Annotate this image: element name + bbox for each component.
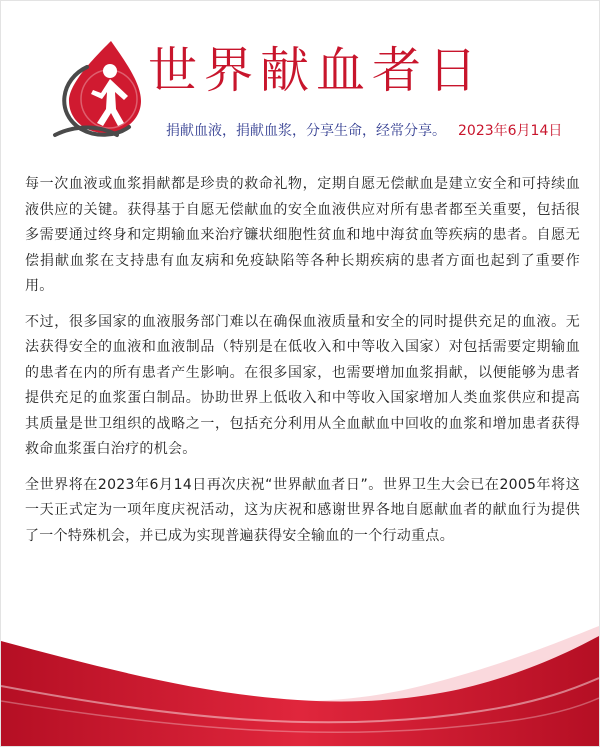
paragraph-2: 不过，很多国家的血液服务部门难以在确保血液质量和安全的同时提供充足的血液。无法获得安全的血液和血液制品（特别是在低收入和中等收入国家）对包括需要定期输血的患者在内的所有患者产生影响。在很多国家，也需要增加血浆捐献，以便能够为患者提供充足的血浆蛋白制品。协助世界上低收入和中等收入国家增加人类血浆供应和提高其质量是世卫组织的战略之一，包括充分利用从全血献血中回收的血浆和增加患者获得救命血浆蛋白治疗的机会。	[25, 313, 580, 457]
paragraph-3: 全世界将在2023年6月14日再次庆祝“世界献血者日”。世界卫生大会已在2005年将这一天正式定为一项年度庆祝活动，这为庆祝和感谢世界各地自愿献血者的献血行为提供了一个特殊机会，并已成为实现普遍获得安全输血的一个行动重点。	[25, 476, 580, 544]
article-body	[25, 172, 580, 559]
decorative-wave-footer	[1, 616, 599, 746]
slogan-text: 捐献血液，捐献血浆，分享生命，经常分享。	[166, 123, 446, 139]
page-title: 世界献血者日	[148, 42, 485, 99]
blood-drop-globe-person-icon	[47, 39, 147, 139]
subtitle-line	[166, 121, 562, 141]
paragraph-1: 每一次血液或血浆捐献都是珍贵的救命礼物，定期自愿无偿献血是建立安全和可持续血液供应的关键。获得基于自愿无偿献血的安全血液供应对所有患者都至关重要，包括很多需要通过终身和定期输血来治疗镰状细胞性贫血和地中海贫血等疾病的患者。自愿无偿捐献血浆在支持患有血友病和免疫缺陷等各种长期疾病的患者方面也起到了重要作用。	[25, 176, 580, 294]
event-date: 2023年6月14日	[458, 123, 563, 139]
